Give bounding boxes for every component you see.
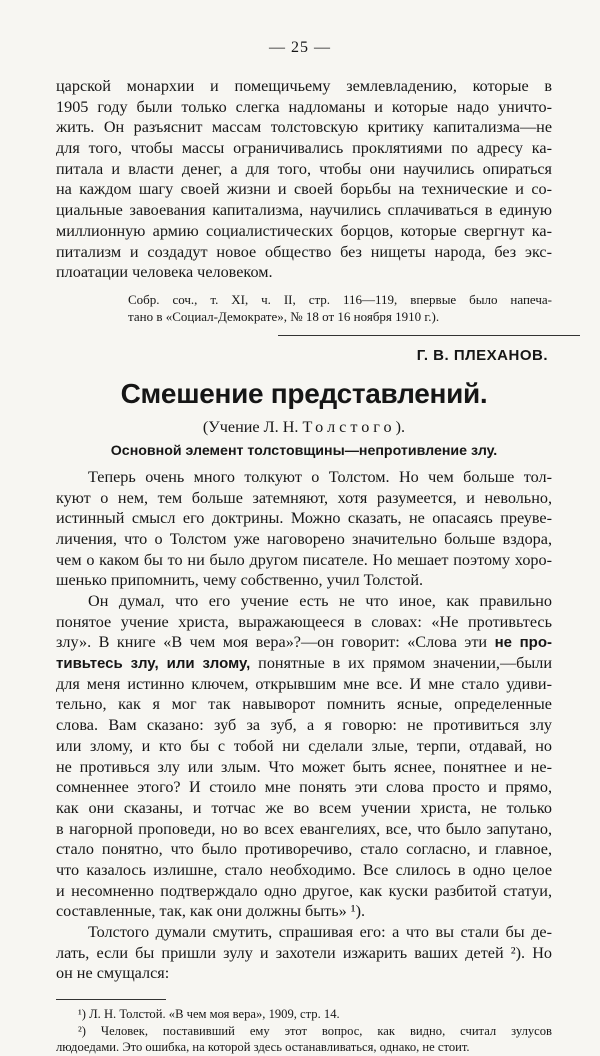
text-line: или злому, и кто бы с тобой ни сделали злые, терпи, отдавай, но [56, 736, 552, 755]
author-name: Г. В. ПЛЕХАНОВ. [416, 346, 548, 364]
article-title: Смешение представлений. [120, 377, 488, 409]
paragraph-1 [56, 467, 552, 591]
text-run: злу». В книге «В чем моя вера»?—он говорит: «Слова эти [56, 633, 488, 652]
intro-paragraph [56, 76, 552, 283]
text-line: и несомненно подтверждало одно другое, как куски разбитой статуи, [56, 881, 552, 900]
text-line: не противься злу или злым. Что может быть яснее, понятнее и не- [56, 757, 552, 776]
article-subtitle [56, 415, 552, 439]
text-line: куют о нем, тем больше затемняют, хотя разумеется, и невольно, [56, 488, 552, 507]
text-line: истинный смысл его доктрины. Можно сказать, не опасаясь преуве- [56, 509, 552, 528]
text-line: составленные, так, как они должны быть» ¹). [56, 902, 366, 921]
text-line: он не смущался: [56, 964, 170, 983]
section-heading: Основной элемент толстовщины—непротивление злу. [110, 442, 498, 459]
subtitle-name: Толстого [302, 417, 396, 436]
text-line: понятое учение христа, выражающееся в словах: «Не противьтесь [56, 612, 552, 631]
text-line: что казалось излишне, стало необходимо. Все слилось в одно целое [56, 860, 552, 879]
text-line: Толстого думали смутить, спрашивая его: а что вы стали бы де- [88, 923, 552, 941]
text-line: слова. Вам сказано: зуб за зуб, а я говорю: не противиться злу [56, 716, 552, 735]
text-line: Теперь очень много толкуют о Толстом. Но чем больше тол- [88, 467, 552, 486]
text-line: питала и власти денег, а для того, чтобы они научились опираться [56, 159, 552, 178]
citation [56, 291, 552, 325]
text-line: сомненнее этого? И стоило мне понять эти слова просто и прямо, [56, 778, 552, 797]
page-number: — 25 — [269, 39, 331, 56]
text-line: шенько припомнить, чему собственно, учил Толстой. [56, 571, 424, 590]
text-line: чем о каком бы то ни было другом писателе. Но мешает поэтому хоро- [56, 550, 552, 569]
footnotes [56, 1006, 552, 1056]
text-line: питализм и создадут новое общество без нищеты народа, без экс- [56, 242, 552, 261]
text-line: личения, что о Толстом уже наговорено значительно больше вздора, [56, 529, 552, 548]
text-line: Он думал, что его учение есть не что иное, как правильно [88, 592, 552, 610]
text-line: лать, если бы пришли зулу и захотели изжарить ваших детей ²). Но [56, 943, 552, 962]
citation-line: Собр. соч., т. XI, ч. II, стр. 116—119, впервые было напеча- [128, 291, 552, 307]
paragraph-2 [56, 591, 552, 922]
text-line: как они сказаны, и тотчас же во всем учении христа, не только [56, 798, 552, 817]
subtitle-suffix: ). [395, 417, 406, 436]
footnote: ²) Человек, поставивший ему этот вопрос, как видно, считал зулусов [78, 1023, 552, 1038]
text-run: понятные в их прямом значении,—были [250, 654, 552, 673]
text-line: для меня истинно ключем, открывшим мне все. И мне стало удиви- [56, 674, 552, 693]
footnote: людоедами. Это ошибка, на которой здесь останавливаться, однако, не стоит. [56, 1040, 470, 1055]
text-line: жить. Он разъяснит массам толстовскую критику капитализма—не [56, 118, 552, 137]
paragraph-3 [56, 922, 552, 984]
text-line: тельно, как я мог так навыворот помнить ясные, определенные [56, 695, 552, 714]
text-line [56, 632, 552, 653]
text-line: для того, чтобы массы ограничивались проклятиями по адресу ка- [56, 139, 552, 158]
text-line: царской монархии и помещичьему землевладению, которые в [56, 77, 552, 95]
text-line: миллионную армию социалистических борцов, которые свергнут ка- [56, 221, 552, 240]
text-line: в нагорной проповеди, но во всех евангелиях, все, что было запутано, [56, 819, 552, 838]
section-divider [278, 335, 580, 336]
text-line: 1905 году были только слегка надломаны и которые надо уничто- [56, 97, 552, 116]
text-line [56, 653, 552, 674]
emphasis-text: тивьтесь злу, или злому, [56, 655, 251, 673]
text-line: циальные завоевания капитализма, научились сплачиваться в единую [56, 201, 552, 220]
text-line: плоатации человека человеком. [56, 263, 273, 282]
subtitle-prefix: (Учение Л. Н. [202, 417, 303, 436]
citation-line: тано в «Социал-Демократе», № 18 от 16 ноября 1910 г.). [128, 308, 440, 324]
text-line: стало понятно, что было противоречиво, стало согласно, и главное, [56, 840, 552, 859]
text-line: на каждом шагу своей жизни и своей борьбы на технические и со- [56, 180, 552, 199]
footnote: ¹) Л. Н. Толстой. «В чем моя вера», 1909, стр. 14. [78, 1007, 340, 1022]
emphasis-text: не про- [494, 634, 553, 652]
footnote-divider [56, 999, 166, 1000]
page-body [56, 76, 552, 1056]
